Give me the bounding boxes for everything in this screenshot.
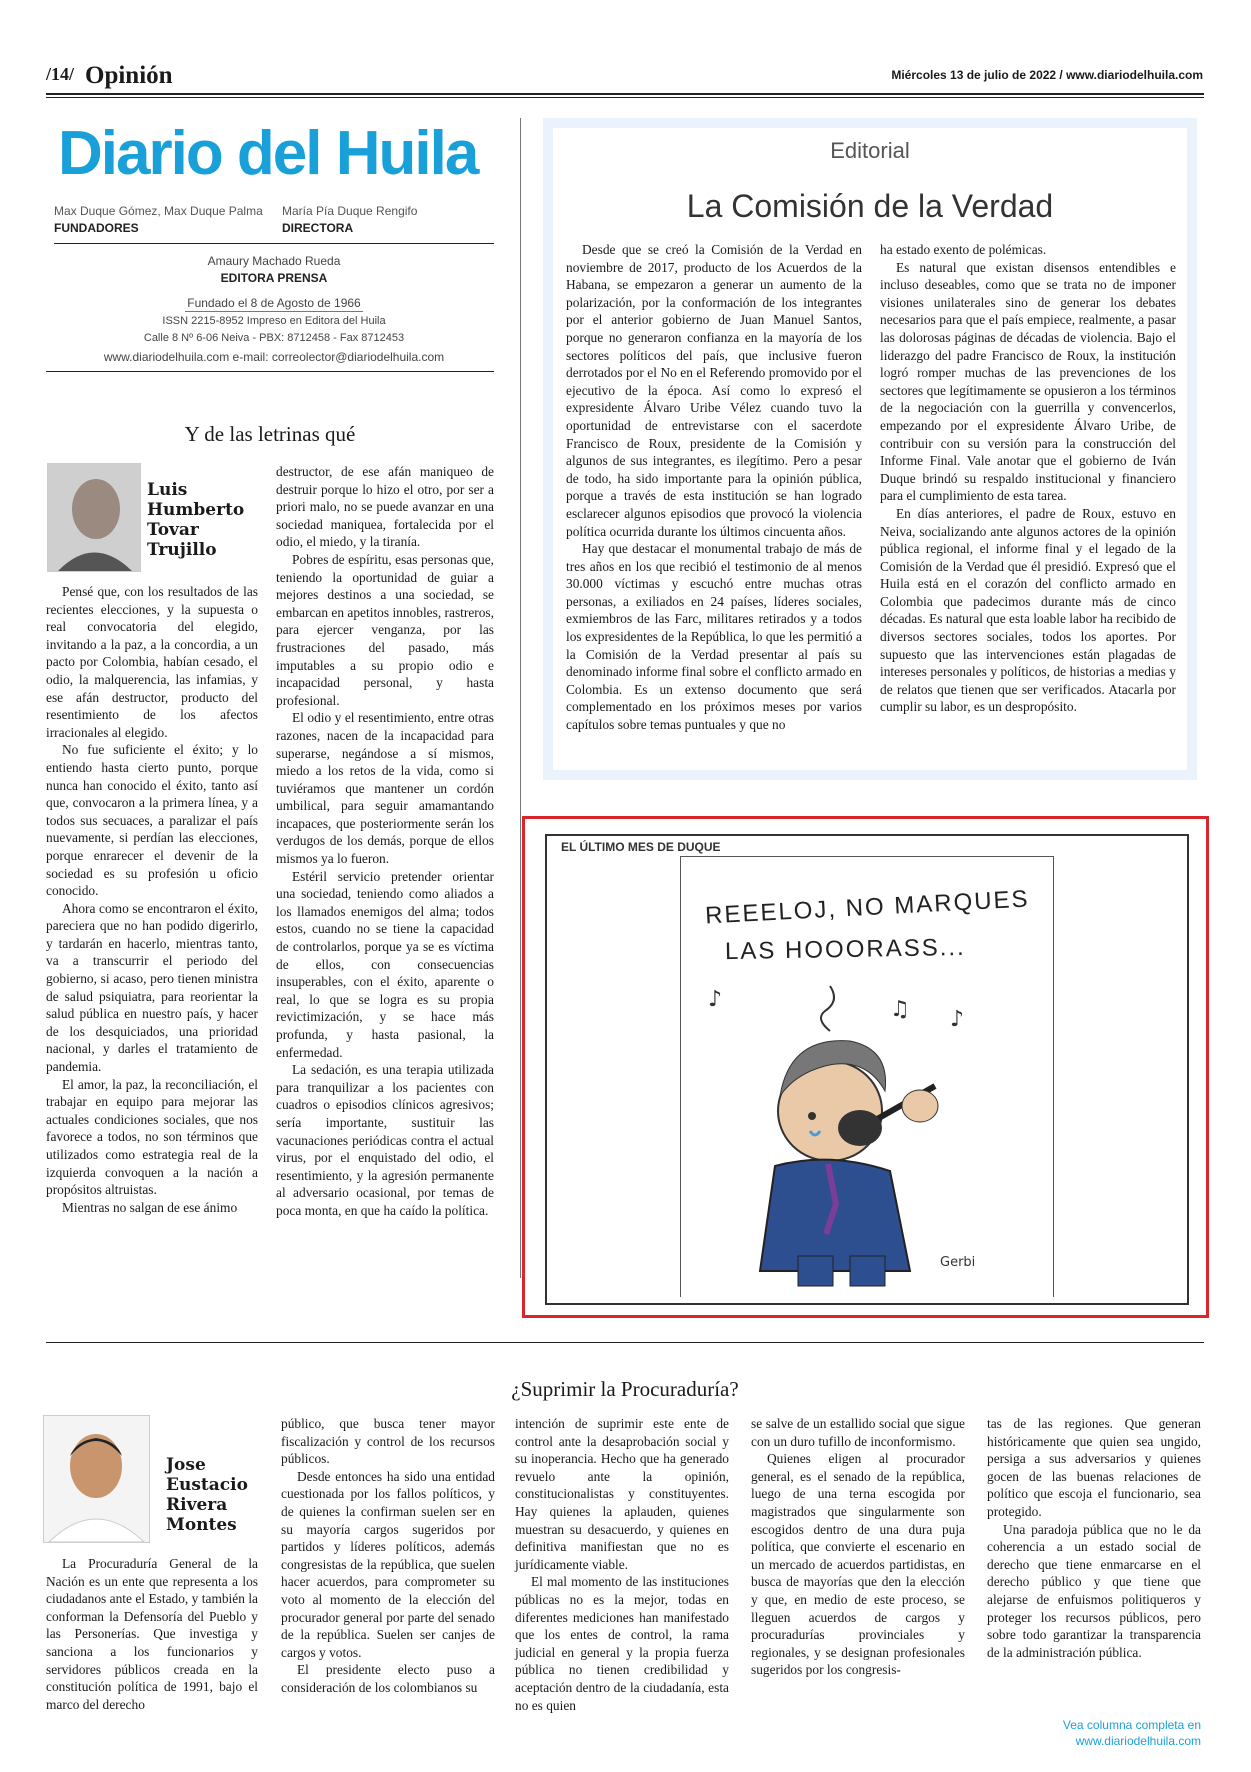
founders-label: FUNDADORES bbox=[54, 221, 139, 235]
svg-text:♫: ♫ bbox=[890, 997, 910, 1022]
address: Calle 8 Nº 6-06 Neiva - PBX: 8712458 - Fax 8712453 bbox=[143, 332, 405, 344]
editorial-text-a: Desde que se creó la Comisión de la Verdad en noviembre de 2017, producto de los Acuerdos de la Habana, se empezaron a generar un aumento de la polarización, por la conformación de los integrantes por el anterior gobierno de Juan Manuel Santos, porque no generaron confianza en la mayoría de los sectores políticos del país, que inclusive fueron derrotados por el No en el Referendo promovido por el ejecutivo de la época. Así como lo expresó el expresidente Álvaro Uribe Vélez cuando tuvo la oportunidad de entrevistarse con el sacerdote Francisco de Roux, presidente de la Comisión y algunos de sus integrantes, es ilegítimo. Pero a pesar de todo, ha sido importante para la opinión pública, porque a través de esta institución se han logrado esclarecer algunos episodios que provocó la violencia política ocurrida durante los últimos cincuenta años. Hay que destacar el monumental trabajo de más de tres años en los que recibió el testimonio de al menos 30.000 víctimas y escuchó entre muchas otras personas, a exiliados en 24 países, líderes sociales, exmiembros de las Farc, militares retirados y a todos los expresidentes de la República, lo que les permitió a la Comisión de la Verdad presentar al país su denominado informe final sobre el conflicto armado en Colombia. Es un extenso documento que será complementado en los próximos meses por varios capítulos sobre temas puntuales y que no bbox=[566, 242, 862, 733]
speech-line-1: REEELOJ, NO MARQUES bbox=[704, 885, 1031, 930]
author2-name: Jose Eustacio Rivera Montes bbox=[166, 1455, 248, 1535]
author-portrait-icon bbox=[48, 464, 140, 571]
column-title: Y de las letrinas qué bbox=[184, 422, 356, 446]
date-site: Miércoles 13 de julio de 2022 / www.diariodelhuila.com bbox=[891, 68, 1203, 82]
issn: ISSN 2215-8952 Impreso en Editora del Huila bbox=[162, 315, 386, 327]
founded-underline bbox=[185, 311, 363, 312]
singer-drawing-icon bbox=[680, 966, 1052, 1296]
header-rule bbox=[46, 93, 1204, 95]
author2-portrait-icon bbox=[44, 1416, 149, 1542]
author2-photo bbox=[43, 1415, 150, 1543]
svg-text:♪: ♪ bbox=[708, 987, 723, 1012]
masthead-rule bbox=[54, 243, 494, 244]
founded-date: Fundado el 8 de Agosto de 1966 bbox=[187, 296, 361, 310]
column2-text-a: La Procuraduría General de la Nación es un ente que representa a los ciudadanos ante el Estado, y también la conforman la Defensoría del Pueblo y las Personerías. Que investiga y sanciona a los funcionarios y servidores públicos creada en la constitución política de 1991, bajo el marco del derecho bbox=[46, 1556, 258, 1712]
web-email: www.diariodelhuila.com e-mail: correolector@diariodelhuila.com bbox=[103, 350, 445, 364]
editorial-title: La Comisión de la Verdad bbox=[686, 188, 1054, 224]
director-label: DIRECTORA bbox=[282, 221, 354, 235]
section-rule bbox=[46, 1342, 1204, 1343]
svg-text:♪: ♪ bbox=[950, 1007, 965, 1032]
editor-name: Amaury Machado Rueda bbox=[207, 254, 341, 268]
editorial-kicker: Editorial bbox=[830, 138, 910, 163]
column1-text-a: Pensé que, con los resultados de las recientes elecciones, y la supuesta o real convocatoria del elegido, invitando a la paz, a la concordia, a un pacto por Colombia, habían cesado, el odio, la malquerencia, las infamias, y ese afán destructor, producto del resentimiento de los afectos irracionales al elegido. No fue suficiente el éxito; y lo entiendo hasta cierto punto, porque nunca han conocido el éxito, tanto así que, convocaron a la primera línea, y a todos sus secuaces, a paralizar el país nuevamente, si perdían las elecciones, porque enrarecer el devenir de la sociedad es su profesión u oficio conocido. Ahora como se encontraron el éxito, pareciera que no han podido digerirlo, y tardarán en hacerlo, mientras tanto, va a transcurrir el periodo del gobierno, si acaso, pero tienen ministra de salud psiquiatra, para reorientar la salud pública en nuestro país, y hacer de los desquiciados, una prioridad nacional, y darles el tratamiento de pandemia. El amor, la paz, la reconciliación, el trabajar en equipo para mejorar las actuales condiciones sociales, que nos favorece a todos, no son términos que utilizados como estrategia real de la izquierda convoquen a la nación a propósitos altruistas. Mientras no salgan de ese ánimo bbox=[46, 584, 258, 1215]
column2-title: ¿Suprimir la Procuraduría? bbox=[511, 1377, 739, 1401]
founders-names: Max Duque Gómez, Max Duque Palma bbox=[54, 204, 263, 218]
column2-text-d: se salve de un estallido social que sigue con un duro tufillo de inconformismo. Quienes eligen al procurador general, es el senado de la república, luego de una terna escogida por magistrados que singularmente son escogidos dentro de una dura puja política, que convierte el escenario en un mercado de acuerdos partidistas, en busca de mayorías que den la elección y que, en medio de este proceso, se lleguen acuerdos de cargos y procuradurías provinciales y regionales, y se designan profesionales sugeridos por los congresis- bbox=[751, 1416, 965, 1678]
director-name: María Pía Duque Rengifo bbox=[282, 204, 418, 218]
masthead-logo: Diario del Huila bbox=[58, 119, 478, 188]
column2-text-b: público, que busca tener mayor fiscalización y control de los recursos públicos. Desde entonces ha sido una entidad cuestionada por los fallos políticos, y de quienes la confirman suelen ser en su mayoría cargos sugeridos por partidos y líderes políticos, además congresistas de la república, que suelen hacer acuerdos, para comprometer su voto al momento de la elección del procurador general por parte del senado de la república. Suelen ser canjes de cargos y votos. El presidente electo puso a consideración de los colombianos su bbox=[281, 1416, 495, 1695]
editor-label: EDITORA PRENSA bbox=[220, 271, 328, 285]
more-link-url[interactable]: www.diariodelhuila.com bbox=[1075, 1734, 1201, 1748]
column2-text-c: intención de suprimir este ente de control ante la desaprobación social y su inoperancia. Hecho que ha generado revuelo ante la opinión, constitucionalistas y constituyentes. Hay quienes la aplauden, quienes muestran su desacuerdo, y quienes en definitiva manifiestan que no es jurídicamente viable. El mal momento de las instituciones públicas no es la mejor, todas en diferentes mediciones han manifestado que los entes de control, la rama judicial en general y la propia fuerza pública no tienen credibilidad y aceptación dentro de la ciudadanía, esta no es quien bbox=[515, 1416, 729, 1713]
cartoon-signature: Gerbi bbox=[940, 1255, 976, 1270]
column-divider bbox=[520, 118, 521, 1278]
header-rule-thin bbox=[46, 97, 1204, 98]
author-name: Luis Humberto Tovar Trujillo bbox=[147, 480, 245, 560]
more-link-label: Vea columna completa en bbox=[1062, 1718, 1201, 1732]
cartoon-caption: EL ÚLTIMO MES DE DUQUE bbox=[561, 840, 721, 854]
cartoon-panel bbox=[545, 834, 1189, 1305]
section-title: Opinión bbox=[85, 62, 173, 89]
editorial-text-b: ha estado exento de polémicas. Es natural que existan disensos entendibles e incluso deseables, como que se trata no de imponer visiones unilaterales sino de generar los debates necesarios para que el país empiece, realmente, a pasar las dolorosas páginas de décadas de violencia. Bajo el liderazgo del padre Francisco de Roux, la institución logró romper muchas de las prevenciones de los sectores que legítimamente se opusieron a los términos de la negociación con la guerrilla y convencerlos, empezando por el expresidente Álvaro Uribe, de contribuir con su versión para la construcción del Informe Final. Vale anotar que el gobierno de Iván Duque brindó su respaldo institucional y financiero para el cumplimiento de esta tarea. En días anteriores, el padre de Roux, estuvo en Neiva, socializando ante algunos actores de la opinión pública regional, el informe final y el legado de la Comisión de la Verdad que él presidió. Expresó que el Huila está en el corazón del conflicto armado en Colombia que padecimos durante más de cinco décadas. Es natural que esta loable labor ha recibido de diversos sectores sociales, todos los aportes. Por supuesto que las intervenciones están plagadas de intereses personales y políticos, de historias a medias y de relatos que tienen que ser verificados. Atacarla por cumplir su labor, es un despropósito. bbox=[880, 242, 1176, 715]
author-photo bbox=[47, 463, 141, 572]
page-number: /14/ bbox=[46, 64, 75, 84]
column1-text-b: destructor, de ese afán maniqueo de destruir porque lo hizo el otro, por ser a priori malo, no se puede avanzar en una sociedad maniquea, fortalecida por el odio, el miedo, y la tiranía. Pobres de espíritu, esas personas que, teniendo la oportunidad de guiar a mejores destinos a una sociedad, se embarcan en apetitos innobles, rastreros, para ejercer venganza, por las frustraciones del pasado, más imputables a su propio odio e incapacidad personal, y hasta profesional. El odio y el resentimiento, entre otras razones, nacen de la incapacidad para superarse, negándose a sí mismos, miedo a los retos de la vida, como si tuviéramos que mantener un cordón umbilical, para seguir amamantando incapaces, que posteriormente serán los verdugos de los demás, porque de ellos mismos ya lo fueron. Estéril servicio pretender orientar una sociedad, teniendo como aliados a los llamados enemigos del alma; todos estos, cuando no se tiene la capacidad de controlarlos, porque ya se es víctima de ellos, con consecuencias insuperables, con el éxito, aparente o real, lo que se logra es su propia revictimización, y se hace más profunda, y hasta pasional, la enfermedad. La sedación, es una terapia utilizada para tranquilizar a los pacientes con cuadros o episodios clínicos agresivos; sería importante, sustituir las vacunaciones periódicas contra el actual virus, por el enquistado del odio, el resentimiento, y la agresión permanente al adversario ocasional, por temas de poca monta, en que ha caído la política. bbox=[276, 464, 494, 1218]
speech-line-2: LAS HOOORASS... bbox=[724, 933, 966, 966]
column2-text-e: tas de las regiones. Que generan históricamente que quien sea ungido, persiga a sus adversarios y quienes gocen de las buenas relaciones de político que escoja el funcionario, sea protegido. Una paradoja pública que no le da coherencia a un estado social de derecho que tiene enmarcarse en el derecho público y que tiene que alejarse de enfuismos politiqueros y proteger los recursos públicos, pero sobre todo garantizar la transparencia de la administración pública. bbox=[987, 1416, 1201, 1660]
masthead-bottom-rule bbox=[46, 371, 494, 372]
